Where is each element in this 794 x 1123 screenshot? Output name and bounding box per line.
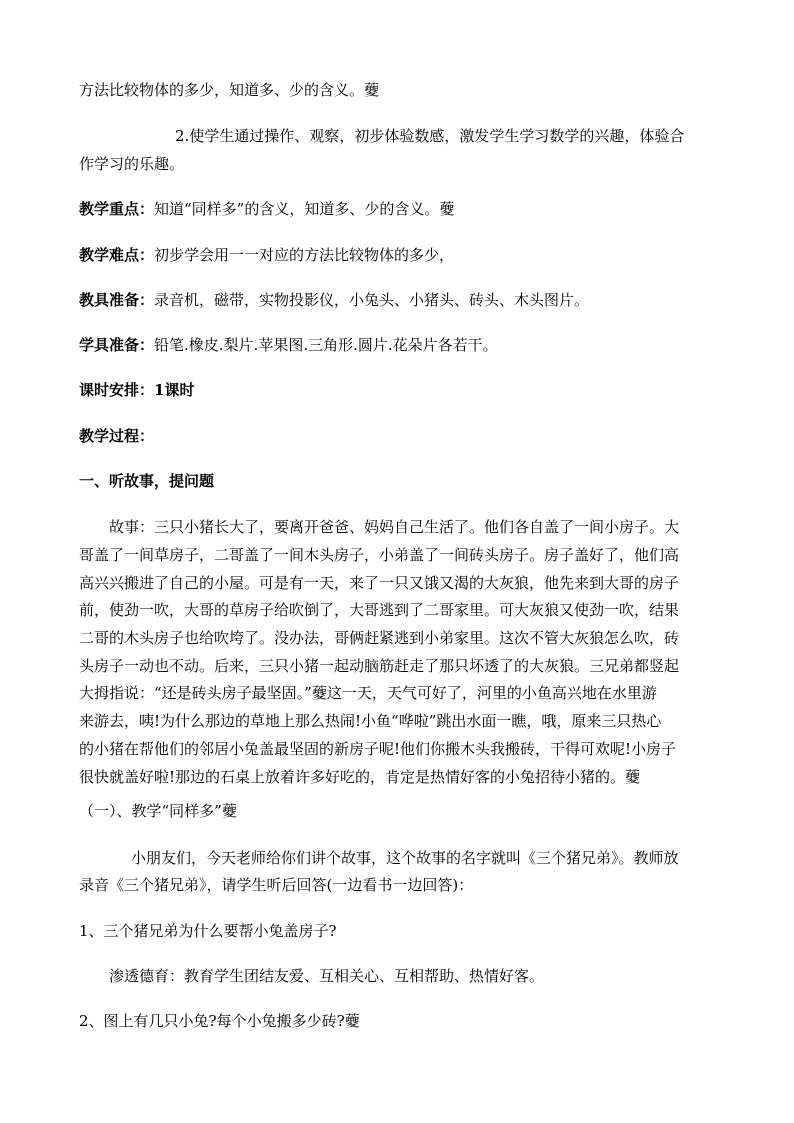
intro-line: 小朋友们，今天老师给你们讲个故事，这个故事的名字就叫《三个猪兄弟》。教师放 <box>131 849 679 867</box>
teaching-process-heading: 教学过程： <box>79 427 155 445</box>
teaching-tools <box>79 291 589 309</box>
story-line: 二哥的木头房子也给吹垮了。没办法，哥俩赶紧逃到小弟家里。这次不管大灰狼怎么吹，砖 <box>79 629 680 647</box>
story-line: 的小猪在帮他们的邻居小兔盖最坚固的新房子呢!他们你搬木头我搬砖，干得可欢呢!小房子 <box>79 740 677 758</box>
story-line: 故事：三只小猪长大了，要离开爸爸、妈妈自己生活了。他们各自盖了一间小房子。大 <box>109 518 680 536</box>
objective-2-continuation: 作学习的乐趣。 <box>79 155 185 173</box>
paragraph-line: 方法比较物体的多少，知道多、少的含义。䕫 <box>79 81 380 99</box>
story-line: 大拇指说：“还是砖头房子最坚固。”䕫这一天，天气可好了，河里的小鱼高兴地在水里游 <box>79 684 657 702</box>
story-line: 很快就盖好啦!那边的石桌上放着许多好吃的，肯定是热情好客的小兔招待小猪的。䕫 <box>79 768 641 786</box>
class-hours-heading: 课时安排：1课时 <box>79 381 195 399</box>
teaching-key-points-label: 教学重点： <box>79 200 155 218</box>
story-line: 前，使劲一吹，大哥的草房子给吹倒了，大哥逃到了二哥家里。可大灰狼又使劲一吹，结果 <box>79 601 680 619</box>
teaching-difficulties <box>79 246 454 264</box>
teaching-key-points-text: 知道“同样多”的含义，知道多、少的含义。䕫 <box>154 200 455 218</box>
teaching-difficulties-label: 教学难点： <box>79 246 155 264</box>
story-line: 来游去，咦!为什么那边的草地上那么热闹!小鱼“哗啦”跳出水面一瞧，哦，原来三只热心 <box>79 712 662 730</box>
teaching-key-points <box>79 200 454 218</box>
learning-tools <box>79 336 498 354</box>
question-1: 1、三个猪兄弟为什么要帮小兔盖房子? <box>79 922 337 940</box>
story-line: 哥盖了一间草房子，二哥盖了一间木头房子，小弟盖了一间砖头房子。房子盖好了，他们高 <box>79 546 680 564</box>
teaching-tools-text: 录音机，磁带，实物投影仪，小兔头、小猪头、砖头、木头图片。 <box>154 291 590 309</box>
story-line: 高兴兴搬进了自己的小屋。可是有一天，来了一只又饿又渴的大灰狼，他先来到大哥的房子 <box>79 574 680 592</box>
teaching-tools-label: 教具准备： <box>79 291 155 309</box>
learning-tools-text: 铅笔.橡皮.梨片.苹果图.三角形.圆片.花朵片各若干。 <box>154 336 498 354</box>
story-line: 头房子一动也不动。后来，三只小猪一起动脑筋赶走了那只坏透了的大灰狼。三兄弟都竖起 <box>79 657 680 675</box>
subsection-heading: （一）、教学“同样多”䕫 <box>79 802 237 820</box>
question-2: 2、图上有几只小兔?每个小兔搬多少砖?䕫 <box>79 1012 360 1030</box>
learning-tools-label: 学具准备： <box>79 336 155 354</box>
teaching-difficulties-text: 初步学会用一一对应的方法比较物体的多少， <box>154 246 455 264</box>
section-heading-1: 一、听故事，提问题 <box>79 472 215 490</box>
objective-2-line: 2.使学生通过操作、观察，初步体验数感，激发学生学习数学的兴趣，体验合 <box>175 127 685 145</box>
intro-line: 录音《三个猪兄弟》，请学生听后回答(一边看书一边回答)： <box>79 876 474 894</box>
moral-education-note: 渗透德育：教育学生团结友爱、互相关心、互相帮助、热情好客。 <box>109 967 545 985</box>
